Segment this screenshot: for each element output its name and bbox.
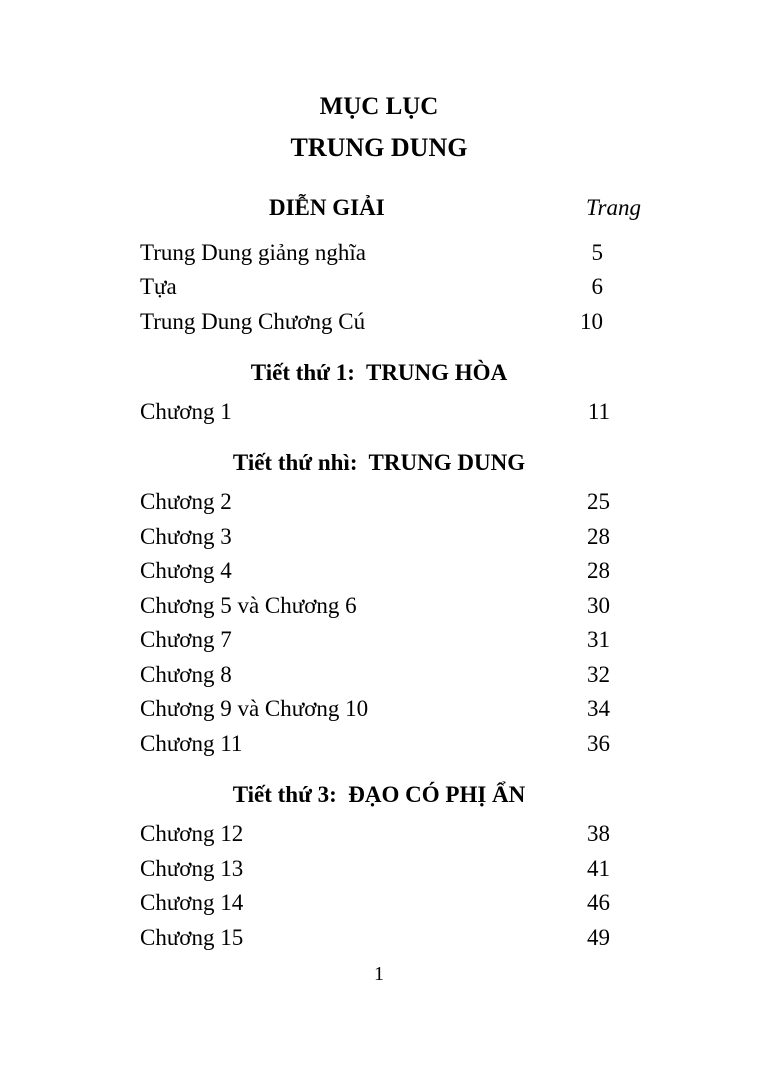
toc-entry-label: Chương 2 [140,489,232,514]
toc-entry [140,307,610,337]
toc-entry-page: 46 [587,890,610,915]
toc-entry-label: Chương 11 [140,731,243,756]
toc-entry-page: 10 [580,309,603,334]
page-title: MỤC LỤC [319,93,439,120]
toc-entry-label: Trung Dung giảng nghĩa [140,240,366,265]
toc-entry-label: Chương 4 [140,558,232,583]
toc-entry-page: 5 [591,240,603,265]
toc-entry [140,556,610,586]
section-title: Tiết thứ 3: ĐẠO CÓ PHỊ ẨN [232,782,526,807]
toc-entry-label: Chương 1 [140,399,232,424]
toc-entry [140,888,610,918]
page-number: 1 [374,963,384,985]
toc-entry-page: 28 [587,558,610,583]
toc-entry-page: 28 [587,524,610,549]
toc-entry-label: Tựa [140,274,177,299]
column-header-page: Trang [586,195,641,220]
toc-entry-page: 25 [587,489,610,514]
toc-entry-label: Chương 3 [140,524,232,549]
toc-entry [140,694,610,724]
toc-entry-page: 38 [587,821,610,846]
book-title: TRUNG DUNG [290,133,468,162]
toc-entry-label: Chương 14 [140,890,244,915]
toc-entry-page: 6 [591,274,603,299]
toc-entry-label: Chương 9 và Chương 10 [140,696,369,721]
toc-entry-label: Chương 5 và Chương 6 [140,593,357,618]
toc-entry [140,819,610,849]
toc-entry [140,923,610,953]
toc-entry [140,729,610,759]
toc-entry-page: 31 [587,627,610,652]
toc-entry [140,272,610,302]
toc-entry [140,854,610,884]
toc-entry-page: 34 [587,696,610,721]
toc-entry-label: Chương 13 [140,856,244,881]
toc-entry-label: Chương 15 [140,925,244,950]
section-title: Tiết thứ nhì: TRUNG DUNG [232,450,526,475]
toc-entry [140,238,610,268]
toc-entry [140,591,610,621]
toc-entry [140,397,610,427]
toc-entry-page: 49 [587,925,610,950]
toc-entry [140,660,610,690]
column-header-description: DIỄN GIẢI [269,195,385,220]
toc-entry [140,487,610,517]
section-title: Tiết thứ 1: TRUNG HÒA [250,360,508,385]
toc-entry-label: Chương 7 [140,627,232,652]
toc-entry-page: 32 [587,662,610,687]
toc-entry-label: Trung Dung Chương Cú [140,309,366,334]
toc-entry-page: 11 [587,399,610,424]
toc-entry-label: Chương 8 [140,662,232,687]
toc-entry-label: Chương 12 [140,821,244,846]
toc-entry [140,522,610,552]
toc-entry-page: 41 [587,856,610,881]
toc-entry-page: 30 [587,593,610,618]
toc-entry [140,625,610,655]
toc-entry-page: 36 [587,731,610,756]
